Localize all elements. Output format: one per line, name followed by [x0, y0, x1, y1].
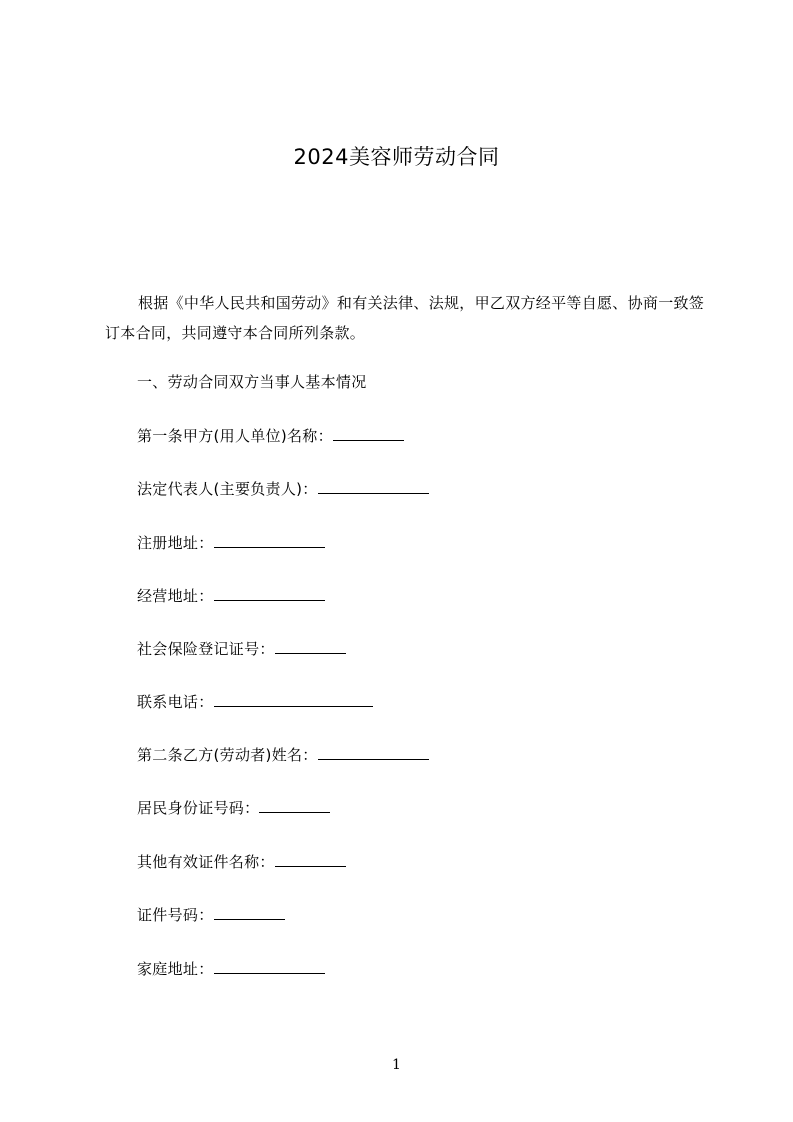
field-id-number	[137, 797, 330, 818]
document-title: 2024美容师劳动合同	[293, 145, 500, 169]
blank-line	[214, 532, 325, 548]
field-label: 注册地址：	[137, 534, 214, 552]
blank-line	[259, 797, 330, 813]
blank-line	[214, 691, 373, 707]
blank-line	[318, 478, 429, 494]
field-document-number	[137, 904, 285, 925]
intro-paragraph: 根据《中华人民共和国劳动》和有关法律、法规，甲乙双方经平等自愿、协商一致签订本合同，共同遵守本合同所列条款。	[105, 294, 705, 342]
field-label: 法定代表人(主要负责人)：	[137, 480, 318, 498]
field-business-address	[137, 585, 325, 606]
field-other-document-name	[137, 851, 346, 872]
field-legal-representative	[137, 478, 429, 499]
blank-line	[214, 958, 325, 974]
field-label: 家庭地址：	[137, 960, 214, 978]
field-label: 第一条甲方(用人单位)名称：	[137, 427, 333, 445]
field-employer-name	[137, 425, 404, 446]
field-label: 居民身份证号码：	[137, 799, 260, 817]
field-label: 经营地址：	[137, 587, 214, 605]
blank-line	[214, 585, 325, 601]
page-number: 1	[392, 1057, 401, 1073]
blank-line	[318, 744, 429, 760]
field-label: 社会保险登记证号：	[137, 640, 275, 658]
blank-line	[275, 851, 346, 867]
field-social-insurance-number	[137, 638, 346, 659]
field-label: 第二条乙方(劳动者)姓名：	[137, 746, 318, 764]
field-label: 其他有效证件名称：	[137, 853, 275, 871]
blank-line	[333, 425, 404, 441]
field-label: 联系电话：	[137, 693, 214, 711]
blank-line	[275, 638, 346, 654]
section-heading: 一、劳动合同双方当事人基本情况	[137, 373, 367, 391]
field-home-address	[137, 958, 325, 979]
blank-line	[214, 904, 285, 920]
field-label: 证件号码：	[137, 906, 214, 924]
field-registered-address	[137, 532, 325, 553]
field-employee-name	[137, 744, 429, 765]
field-phone	[137, 691, 373, 712]
